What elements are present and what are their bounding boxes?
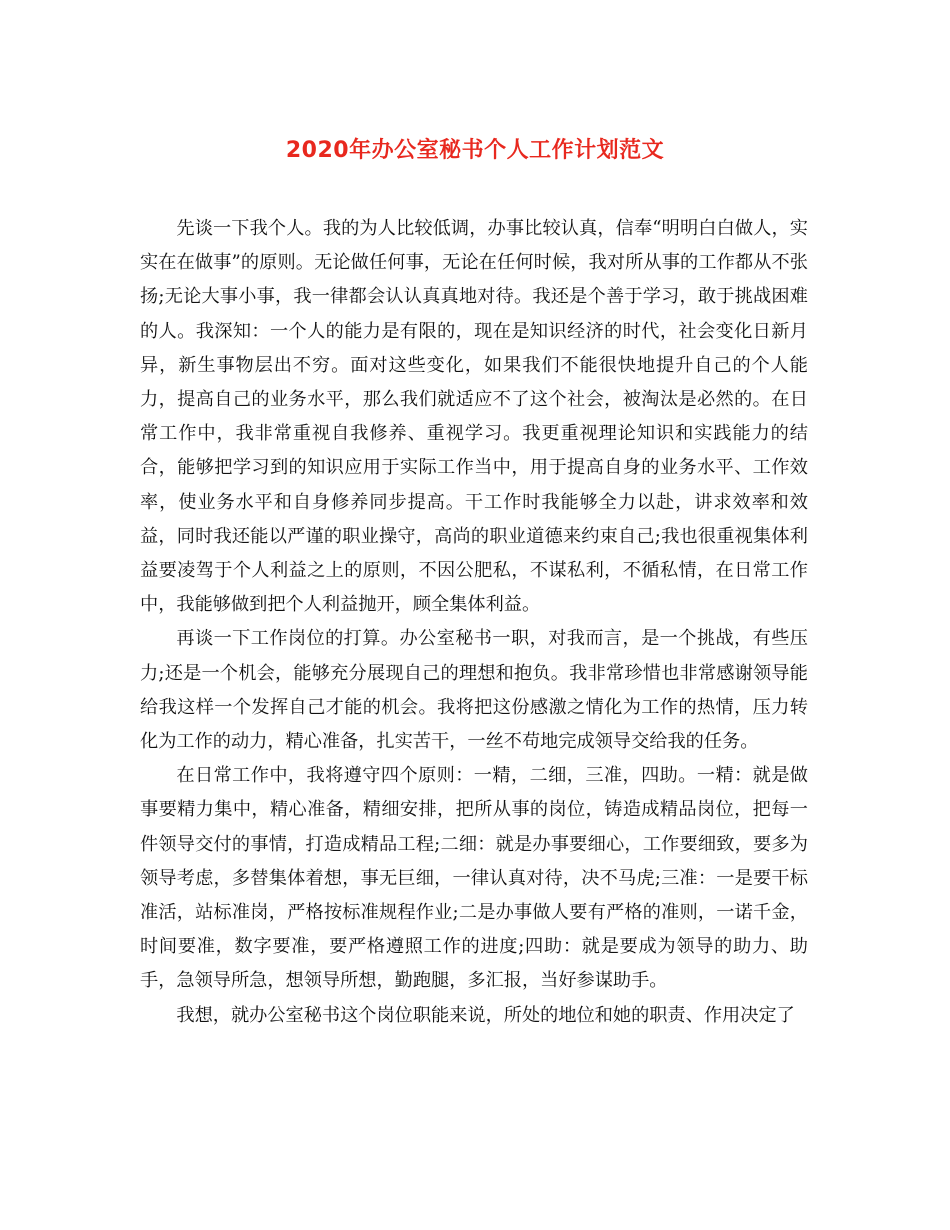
paragraph-2: 再谈一下工作岗位的打算。办公室秘书一职，对我而言，是一个挑战，有些压力;还是一个机会，能够充分展现自己的理想和抱负。我非常珍惜也非常感谢领导能给我这样一个发挥自己才能的机会。我将把这份感激之情化为工作的热情，压力转化为工作的动力，精心准备，扎实苦干，一丝不苟地完成领导交给我的任务。 <box>140 628 808 753</box>
paragraph-4: 我想，就办公室秘书这个岗位职能来说，所处的地位和她的职责、作用决定了 <box>176 1004 795 1026</box>
paragraph-1: 先谈一下我个人。我的为人比较低调，办事比较认真，信奉“明明白白做人，实实在在做事”的原则。无论做任何事，无论在任何时候，我对所从事的工作都从不张扬;无论大事小事，我一律都会认认真真地对待。我还是个善于学习，敢于挑战困难的人。我深知：一个人的能力是有限的，现在是知识经济的时代，社会变化日新月异，新生事物层出不穷。面对这些变化，如果我们不能很快地提升自己的个人能力，提高自己的业务水平，那么我们就适应不了这个社会，被淘汰是必然的。在日常工作中，我非常重视自我修养、重视学习。我更重视理论知识和实践能力的结合，能够把学习到的知识应用于实际工作当中，用于提高自身的业务水平、工作效率，使业务水平和自身修养同步提高。干工作时我能够全力以赴，讲求效率和效益，同时我还能以严谨的职业操守，高尚的职业道德来约束自己;我也很重视集体利益要凌驾于个人利益之上的原则，不因公肥私，不谋私利，不循私情，在日常工作中，我能够做到把个人利益抛开，顾全集体利益。 <box>140 218 808 616</box>
paragraph-3: 在日常工作中，我将遵守四个原则：一精，二细，三准，四助。一精：就是做事要精力集中，精心准备，精细安排，把所从事的岗位，铸造成精品岗位，把每一件领导交付的事情，打造成精品工程;二细：就是办事要细心，工作要细致，要多为领导考虑，多替集体着想，事无巨细，一律认真对待，决不马虎;三准：一是要干标准活，站标准岗，严格按标准规程作业;二是办事做人要有严格的准则，一诺千金，时间要准，数字要准，要严格遵照工作的进度;四助：就是要成为领导的助力、助手，急领导所急，想领导所想，勤跑腿，多汇报，当好参谋助手。 <box>140 765 808 992</box>
document-body <box>140 212 808 1033</box>
document-title: 2020年办公室秘书个人工作计划范文 <box>285 138 665 163</box>
